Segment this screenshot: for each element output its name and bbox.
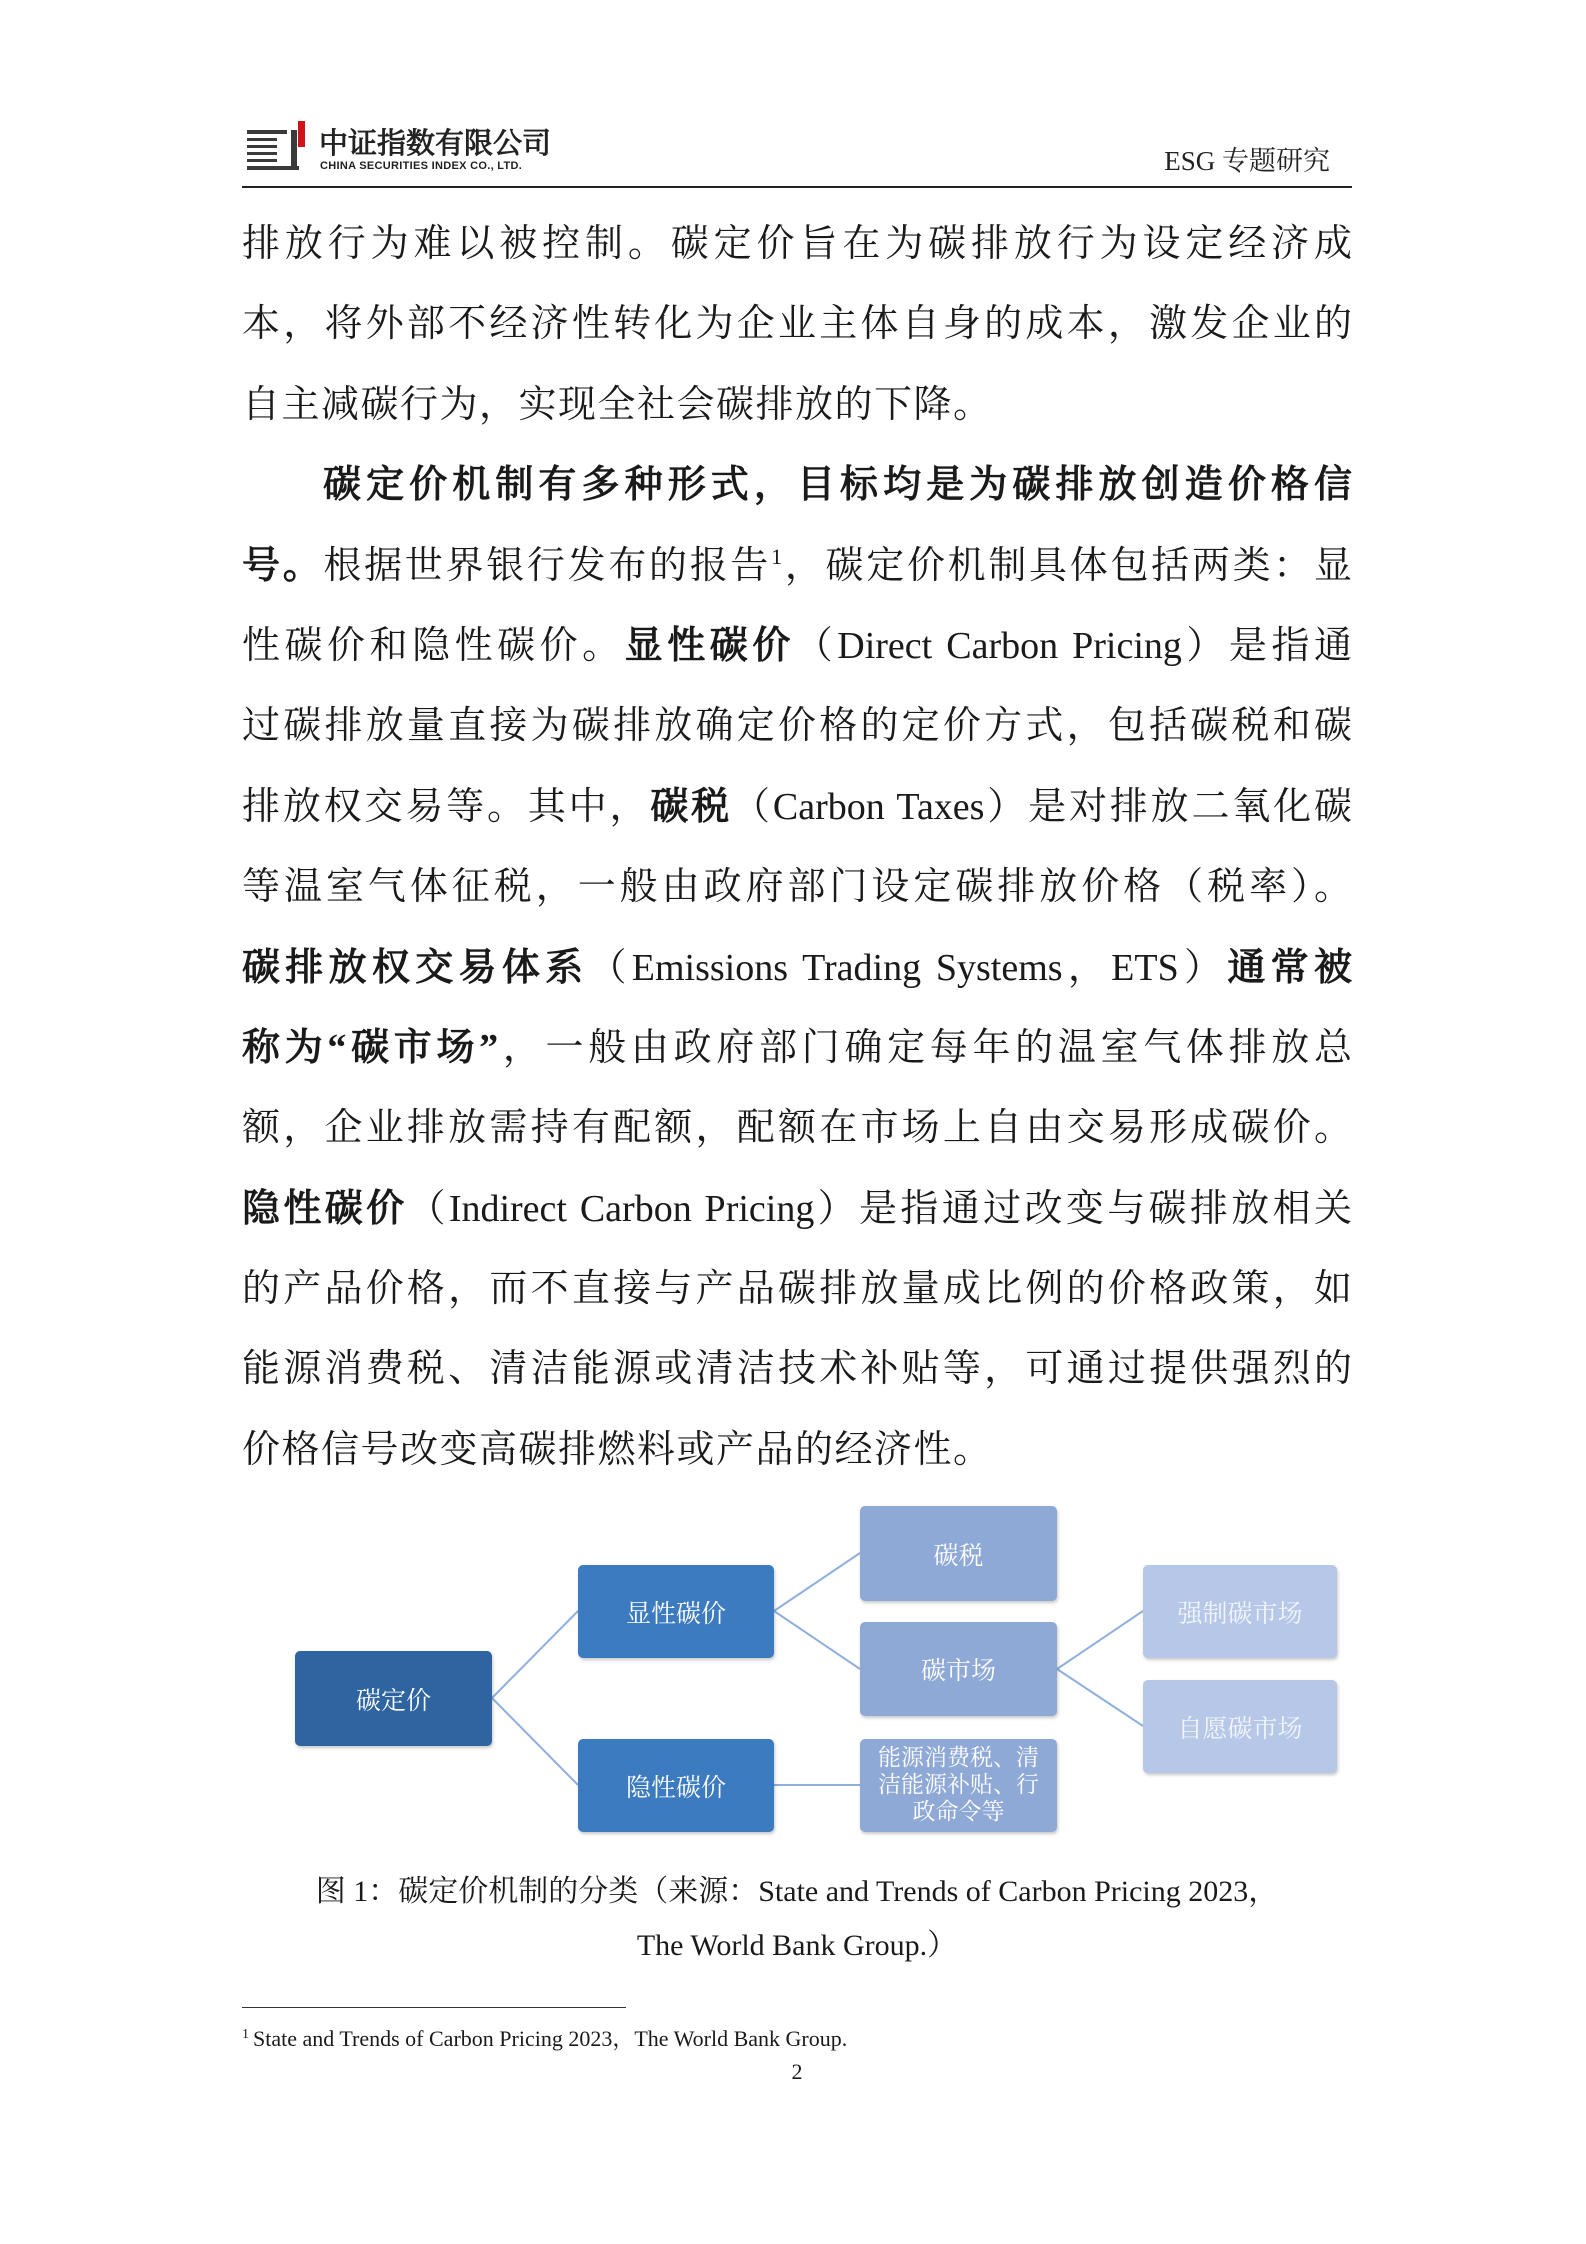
body-line: [242, 606, 1352, 686]
body-line: [242, 1249, 1352, 1329]
body-line: [242, 365, 1352, 445]
text-run: 过碳排放量直接为碳排放确定价格的定价方式，包括碳税和碳: [242, 705, 1352, 748]
node-label: 碳定价: [355, 1685, 431, 1715]
body-line: [242, 686, 1352, 766]
text-run: 自主减碳行为，实现全社会碳排放的下降。: [242, 383, 993, 426]
text-run: 额，企业排放需持有配额，配额在市场上自由交易形成碳价。: [242, 1107, 1352, 1150]
node-label-line: 政命令等: [912, 1799, 1005, 1825]
body-line: [242, 526, 1352, 606]
node-label-line: 洁能源补贴、行: [878, 1772, 1039, 1798]
body-line: [242, 1008, 1352, 1088]
node-explicit-carbon-price: [578, 1565, 774, 1658]
bold-text-run: 碳定价机制有多种形式，目标均是为碳排放创造价格信: [323, 464, 1352, 507]
body-text: [242, 204, 1352, 1490]
text-run: （Carbon Taxes）是对排放二氧化碳: [732, 785, 1352, 828]
node-voluntary-carbon-market: [1143, 1680, 1337, 1773]
body-line: [242, 1410, 1352, 1490]
text-run: 能源消费税、清洁能源或清洁技术补贴等，可通过提供强烈的: [242, 1348, 1352, 1391]
node-label: 自愿碳市场: [1177, 1713, 1303, 1743]
connector-root-implicit: [492, 1698, 578, 1785]
text-run: 性碳价和隐性碳价。: [242, 624, 625, 667]
text-run: 价格信号改变高碳排燃料或产品的经济性。: [242, 1428, 993, 1471]
node-carbon-tax: [860, 1506, 1057, 1601]
connector-market-voluntary: [1057, 1669, 1143, 1726]
text-run: （Indirect Carbon Pricing）是指通过改变与碳排放相关: [407, 1187, 1352, 1230]
node-carbon-pricing: [295, 1651, 492, 1746]
text-run: 等温室气体征税，一般由政府部门设定碳排放价格（税率）。: [242, 866, 1352, 909]
body-line: [242, 284, 1352, 364]
connector-root-explicit: [492, 1611, 578, 1698]
bold-text-run: 称为“碳市场”: [242, 1026, 499, 1069]
text-run: （Emissions Trading Systems，ETS）: [588, 946, 1228, 989]
footnote-divider: [242, 2007, 626, 2008]
text-run: 根据世界银行发布的报告: [323, 544, 772, 587]
body-line: [242, 1169, 1352, 1249]
node-label: 显性碳价: [625, 1598, 726, 1628]
bold-text-run: 碳税: [650, 785, 733, 828]
bold-text-run: 号。: [242, 544, 324, 587]
node-label: 碳税: [933, 1540, 984, 1570]
page-number: 2: [791, 2059, 803, 2084]
body-line: [242, 928, 1352, 1008]
body-line: [242, 1088, 1352, 1168]
text-run: ，一般由政府部门确定每年的温室气体排放总: [498, 1026, 1352, 1069]
bold-text-run: 碳排放权交易体系: [242, 946, 589, 989]
body-line: [242, 204, 1352, 284]
figure-caption: [242, 1865, 1352, 1973]
node-label: 碳市场: [920, 1656, 996, 1685]
node-carbon-market: [860, 1622, 1057, 1716]
text-run: 的产品价格，而不直接与产品碳排放量成比例的价格政策，如: [242, 1268, 1352, 1311]
caption-line: 图 1：碳定价机制的分类（来源：State and Trends of Carbon Pricing 2023，: [315, 1875, 1279, 1908]
footnote: [242, 2026, 847, 2056]
bold-text-run: 通常被: [1227, 946, 1352, 989]
bold-text-run: 显性碳价: [624, 624, 795, 667]
bold-text-run: 隐性碳价: [242, 1187, 408, 1230]
footnote-reference: 1: [771, 543, 783, 569]
text-run: ，碳定价机制具体包括两类：显: [782, 544, 1352, 587]
caption-line: The World Bank Group.）: [636, 1929, 958, 1962]
footnote-text: State and Trends of Carbon Pricing 2023，The World Bank Group.: [253, 2026, 848, 2051]
csi-logo-icon: [247, 121, 308, 170]
body-line: [242, 1329, 1352, 1409]
node-implicit-carbon-price: [578, 1739, 774, 1832]
company-name-en: CHINA SECURITIES INDEX CO., LTD.: [320, 160, 523, 172]
header-divider: [242, 186, 1352, 188]
node-label: 强制碳市场: [1177, 1598, 1303, 1628]
carbon-pricing-diagram: [280, 1495, 1360, 1840]
node-label-line: 能源消费税、清: [878, 1745, 1039, 1771]
body-line: [242, 847, 1352, 927]
connector-market-mandatory: [1057, 1611, 1143, 1669]
section-title: ESG 专题研究: [1164, 146, 1330, 176]
node-label: 隐性碳价: [625, 1772, 726, 1802]
node-implicit-examples: [860, 1739, 1057, 1832]
body-line: [242, 767, 1352, 847]
connector-explicit-tax: [774, 1553, 860, 1611]
company-name-cn: 中证指数有限公司: [319, 128, 552, 160]
text-run: 排放行为难以被控制。碳定价旨在为碳排放行为设定经济成: [242, 223, 1352, 265]
text-run: 本，将外部不经济性转化为企业主体自身的成本，激发企业的: [242, 303, 1352, 346]
footnote-marker: 1: [242, 2027, 249, 2042]
node-mandatory-carbon-market: [1143, 1565, 1337, 1658]
connector-explicit-market: [774, 1611, 860, 1669]
body-line: [242, 445, 1352, 525]
text-run: （Direct Carbon Pricing）是指通: [794, 624, 1352, 667]
text-run: 排放权交易等。其中，: [242, 785, 651, 828]
